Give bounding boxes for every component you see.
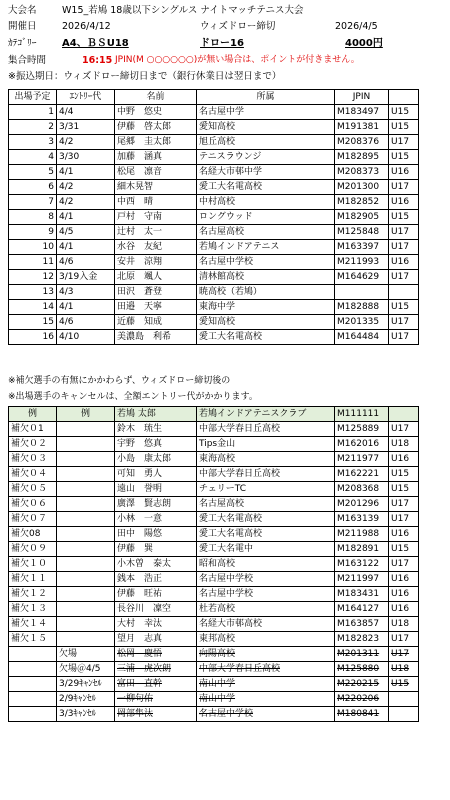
table-cell: 5 — [9, 165, 57, 180]
table-cell: 暁高校（若鳩） — [197, 285, 335, 300]
table-cell — [57, 512, 115, 527]
table-cell: 2 — [9, 120, 57, 135]
table-cell: 補欠１４ — [9, 617, 57, 632]
table-cell: 4/4 — [57, 105, 115, 120]
table-cell: 補欠１３ — [9, 602, 57, 617]
table-cell: 欠場＠4/5 — [57, 662, 115, 677]
table-cell: 愛工大名電高校 — [197, 330, 335, 345]
table-cell: 補欠０２ — [9, 437, 57, 452]
table-row — [9, 315, 419, 330]
table-cell: 三浦 虎次朗 — [115, 662, 197, 677]
table-cell: U15 — [389, 150, 419, 165]
table-cell: 辻村 太一 — [115, 225, 197, 240]
table-cell: 伊藤 啓太郎 — [115, 120, 197, 135]
table-cell: M183497 — [335, 105, 389, 120]
table-cell: U16 — [389, 572, 419, 587]
table-cell: U15 — [389, 482, 419, 497]
table-cell: M182905 — [335, 210, 389, 225]
header-row-transfer — [0, 70, 450, 83]
table-cell: U16 — [389, 255, 419, 270]
table-row — [9, 542, 419, 557]
table-cell: U18 — [389, 662, 419, 677]
table-cell: M164629 — [335, 270, 389, 285]
table-row — [9, 482, 419, 497]
table-row — [9, 497, 419, 512]
table-row — [9, 165, 419, 180]
table-cell: M211993 — [335, 255, 389, 270]
example-cell: 若鳩 太郎 — [115, 407, 197, 422]
table-cell: 愛工大名電高校 — [197, 527, 335, 542]
table-row — [9, 422, 419, 437]
tournament-name: W15_若鳩 18歳以下シングルス ナイトマッチテニス大会 — [62, 5, 304, 16]
table-cell: U17 — [389, 497, 419, 512]
table-cell: 長谷川 凜空 — [115, 602, 197, 617]
table-cell: 南山中学 — [197, 677, 335, 692]
entry-table — [8, 89, 419, 345]
col-header-jpin: JPIN — [335, 90, 389, 105]
table-row — [9, 452, 419, 467]
col-header-name: 名前 — [115, 90, 197, 105]
example-cell: 例 — [57, 407, 115, 422]
table-cell — [57, 497, 115, 512]
table-cell: M125889 — [335, 422, 389, 437]
table-cell: M125848 — [335, 225, 389, 240]
table-cell: 杜若高校 — [197, 602, 335, 617]
table-cell: M208373 — [335, 165, 389, 180]
table-cell: M163139 — [335, 512, 389, 527]
table-cell: 11 — [9, 255, 57, 270]
table-cell: 12 — [9, 270, 57, 285]
table-cell: 東邦高校 — [197, 632, 335, 647]
table-cell: 旭丘高校 — [197, 135, 335, 150]
table-cell: 3/31 — [57, 120, 115, 135]
table-cell: U17 — [389, 225, 419, 240]
table-cell: 中村高校 — [197, 195, 335, 210]
table-cell: U15 — [389, 677, 419, 692]
table-cell: U16 — [389, 452, 419, 467]
entry-fee: 4000円 — [345, 38, 383, 49]
substitute-table — [8, 406, 419, 722]
table-cell: 望月 志真 — [115, 632, 197, 647]
category-label: ｶﾃｺﾞﾘｰ — [8, 38, 37, 49]
table-cell: 加藤 涵真 — [115, 150, 197, 165]
table-cell: 可知 勇人 — [115, 467, 197, 482]
table-cell: 美濃島 利希 — [115, 330, 197, 345]
table-row — [9, 632, 419, 647]
table-cell: M183431 — [335, 587, 389, 602]
table-cell: 伊藤 旺祐 — [115, 587, 197, 602]
table-cell: 中部大学春日丘高校 — [197, 422, 335, 437]
table-cell: テニスラウンジ — [197, 150, 335, 165]
table-cell: U15 — [389, 105, 419, 120]
table-cell — [9, 692, 57, 707]
table-cell — [57, 482, 115, 497]
note-cancel: ※出場選手のキャンセルは、全額エントリー代がかかります。 — [8, 392, 258, 402]
table-row — [9, 150, 419, 165]
table-cell: 補欠１５ — [9, 632, 57, 647]
table-cell: 4/6 — [57, 255, 115, 270]
table-cell: U16 — [389, 527, 419, 542]
table-cell: 補欠08 — [9, 527, 57, 542]
example-cell: 若鳩インドアテニスクラブ — [197, 407, 335, 422]
table-cell: M180841 — [335, 707, 389, 722]
table-cell: 欠場 — [57, 647, 115, 662]
header-row-meeting — [0, 54, 450, 67]
table-cell: 補欠０４ — [9, 467, 57, 482]
table-cell: 3 — [9, 135, 57, 150]
table-row — [9, 105, 419, 120]
table-cell: 中野 悠史 — [115, 105, 197, 120]
col-header-fee: ｴﾝﾄﾘｰ代 — [57, 90, 115, 105]
table-cell: M220215 — [335, 677, 389, 692]
table-cell: M201335 — [335, 315, 389, 330]
table-cell: 安井 涼翔 — [115, 255, 197, 270]
table-cell: 名古屋中学校 — [197, 587, 335, 602]
table-cell: U15 — [389, 210, 419, 225]
meeting-label: 集合時間 — [8, 55, 47, 66]
table-cell — [335, 285, 389, 300]
table-cell — [57, 452, 115, 467]
table-cell: 補欠０６ — [9, 497, 57, 512]
table-cell: 伊藤 巽 — [115, 542, 197, 557]
table-cell: 戸村 守南 — [115, 210, 197, 225]
table-cell: 4/1 — [57, 165, 115, 180]
table-cell — [389, 707, 419, 722]
table-cell: 7 — [9, 195, 57, 210]
table-cell: 宇野 悠真 — [115, 437, 197, 452]
table-cell: 4/6 — [57, 315, 115, 330]
table-cell: 若鳩インドアテニス — [197, 240, 335, 255]
table-cell — [57, 572, 115, 587]
table-cell: 田邉 天寧 — [115, 300, 197, 315]
col-header-slot: 出場予定 — [9, 90, 57, 105]
table-cell: Tips金山 — [197, 437, 335, 452]
table-cell: M164484 — [335, 330, 389, 345]
table-cell: U17 — [389, 422, 419, 437]
example-cell: M111111 — [335, 407, 389, 422]
table-cell — [57, 617, 115, 632]
table-cell — [57, 467, 115, 482]
table-cell — [9, 677, 57, 692]
table-cell: 名経大市邨高校 — [197, 617, 335, 632]
table-cell — [9, 662, 57, 677]
table-cell: U16 — [389, 602, 419, 617]
table-cell: 富田 直幹 — [115, 677, 197, 692]
table-cell: M211977 — [335, 452, 389, 467]
table-cell — [57, 527, 115, 542]
table-cell: M211997 — [335, 572, 389, 587]
table-cell: U17 — [389, 512, 419, 527]
table-cell: 名古屋高校 — [197, 225, 335, 240]
table-cell: M191381 — [335, 120, 389, 135]
table-row — [9, 617, 419, 632]
table-cell: 岡部隼汰 — [115, 707, 197, 722]
table-cell: M201296 — [335, 497, 389, 512]
table-cell: 遠山 誉明 — [115, 482, 197, 497]
table-cell: 8 — [9, 210, 57, 225]
table-cell: 廣澤 賢志朗 — [115, 497, 197, 512]
table-row — [9, 180, 419, 195]
table-cell: M220206 — [335, 692, 389, 707]
table-cell: 補欠０９ — [9, 542, 57, 557]
table-cell: ロングウッド — [197, 210, 335, 225]
table-cell: 4/1 — [57, 300, 115, 315]
table-row — [9, 135, 419, 150]
table-cell: U17 — [389, 632, 419, 647]
table-cell: U15 — [389, 467, 419, 482]
example-cell: 例 — [9, 407, 57, 422]
table-row — [9, 647, 419, 662]
meeting-time: 16:15 — [82, 55, 113, 66]
table-row — [9, 120, 419, 135]
table-cell: 補欠０1 — [9, 422, 57, 437]
table-cell: 3/3ｷｬﾝｾﾙ — [57, 707, 115, 722]
draw-deadline-label: ウィズドロー締切 — [200, 21, 276, 32]
table-cell: 3/30 — [57, 150, 115, 165]
header-row-category — [0, 37, 450, 50]
table-cell: 9 — [9, 225, 57, 240]
col-header-age — [389, 90, 419, 105]
table-row — [9, 707, 419, 722]
table-cell: 4/5 — [57, 225, 115, 240]
table-cell: チェリーTC — [197, 482, 335, 497]
table-cell: 愛工大名電高校 — [197, 512, 335, 527]
table-cell: 水谷 友紀 — [115, 240, 197, 255]
table-cell: M182852 — [335, 195, 389, 210]
header-row-tournament — [0, 4, 450, 17]
table-cell: M163857 — [335, 617, 389, 632]
table-cell — [57, 542, 115, 557]
table-cell — [389, 692, 419, 707]
table-cell: 田中 陽悠 — [115, 527, 197, 542]
table-cell: 田沢 蒼登 — [115, 285, 197, 300]
table-cell: M162016 — [335, 437, 389, 452]
table-cell: 補欠０７ — [9, 512, 57, 527]
table-row — [9, 330, 419, 345]
table-cell: M125880 — [335, 662, 389, 677]
table-cell: U16 — [389, 587, 419, 602]
note-withdraw: ※補欠選手の有無にかかわらず、ウィズドロー締切後の — [8, 376, 231, 386]
table-cell: 昭和高校 — [197, 557, 335, 572]
table-row — [9, 300, 419, 315]
table-cell: 10 — [9, 240, 57, 255]
table-cell: U16 — [389, 165, 419, 180]
table-cell: 愛知高校 — [197, 120, 335, 135]
table-cell: 4/2 — [57, 195, 115, 210]
example-cell — [389, 407, 419, 422]
table-cell: 中西 晴 — [115, 195, 197, 210]
table-cell: U17 — [389, 180, 419, 195]
table-cell: 銭本 浩正 — [115, 572, 197, 587]
table-cell: 補欠１２ — [9, 587, 57, 602]
table-cell: 3/29ｷｬﾝｾﾙ — [57, 677, 115, 692]
table-cell: M162221 — [335, 467, 389, 482]
col-header-affiliation: 所属 — [197, 90, 335, 105]
table-cell: 小林 一意 — [115, 512, 197, 527]
table-cell: M164127 — [335, 602, 389, 617]
table-cell: M182823 — [335, 632, 389, 647]
table-cell: 2/9ｷｬﾝｾﾙ — [57, 692, 115, 707]
table-row — [9, 587, 419, 602]
draw-size: ドロー16 — [200, 38, 244, 49]
table-cell: U15 — [389, 120, 419, 135]
table-cell: 名古屋中学 — [197, 105, 335, 120]
table-cell: 14 — [9, 300, 57, 315]
table-row — [9, 602, 419, 617]
example-row — [9, 407, 419, 422]
table-row — [9, 270, 419, 285]
table-row — [9, 255, 419, 270]
table-cell: 愛工大名電中 — [197, 542, 335, 557]
table-cell: M208376 — [335, 135, 389, 150]
table-cell: 16 — [9, 330, 57, 345]
table-cell: 4/2 — [57, 135, 115, 150]
table-row — [9, 285, 419, 300]
table-cell: 鈴木 琉生 — [115, 422, 197, 437]
table-cell: 清林館高校 — [197, 270, 335, 285]
table-cell: 愛知高校 — [197, 315, 335, 330]
table-cell: 松岡 慶悟 — [115, 647, 197, 662]
table-cell: 1 — [9, 105, 57, 120]
table-cell: M201311 — [335, 647, 389, 662]
table-cell: 15 — [9, 315, 57, 330]
table-cell: 東海高校 — [197, 452, 335, 467]
table-cell: 4/1 — [57, 210, 115, 225]
table-cell: 尾郷 圭太郎 — [115, 135, 197, 150]
table-cell — [9, 707, 57, 722]
table-cell: 向陽高校 — [197, 647, 335, 662]
table-row — [9, 437, 419, 452]
table-cell: 松尾 凛音 — [115, 165, 197, 180]
table-cell: 補欠１０ — [9, 557, 57, 572]
table-row — [9, 240, 419, 255]
table-cell: 東海中学 — [197, 300, 335, 315]
table-cell: 一柳句佑 — [115, 692, 197, 707]
table-cell: U17 — [389, 330, 419, 345]
table-cell: 名古屋高校 — [197, 497, 335, 512]
table-cell: M182891 — [335, 542, 389, 557]
jpin-notice: JPIN(M ○○○○○○)が無い場合は、ポイントが付きません。 — [115, 55, 360, 65]
table-cell: 4 — [9, 150, 57, 165]
table-row — [9, 195, 419, 210]
table-cell: 13 — [9, 285, 57, 300]
table-cell: U17 — [389, 135, 419, 150]
table-row — [9, 467, 419, 482]
table-cell: M182888 — [335, 300, 389, 315]
table-cell: 細木晃智 — [115, 180, 197, 195]
table-cell — [57, 422, 115, 437]
table-cell: M208368 — [335, 482, 389, 497]
table-cell: U18 — [389, 617, 419, 632]
table-cell — [57, 587, 115, 602]
table-cell: 名古屋中学校 — [197, 255, 335, 270]
table-cell: 名経大市邨中学 — [197, 165, 335, 180]
table-cell: 4/2 — [57, 180, 115, 195]
table-cell: U17 — [389, 270, 419, 285]
date-label: 開催日 — [8, 21, 37, 32]
table-row — [9, 527, 419, 542]
table-cell: 補欠０３ — [9, 452, 57, 467]
table-cell: M163122 — [335, 557, 389, 572]
table-cell: U18 — [389, 437, 419, 452]
table-cell: U17 — [389, 315, 419, 330]
table-cell: 中部大学春日丘高校 — [197, 662, 335, 677]
table-cell: 4/3 — [57, 285, 115, 300]
table-row — [9, 210, 419, 225]
table-cell — [57, 437, 115, 452]
table-row — [9, 662, 419, 677]
table-cell: 愛工大名電高校 — [197, 180, 335, 195]
draw-deadline-value: 2026/4/5 — [335, 21, 378, 32]
table-cell: M163397 — [335, 240, 389, 255]
table-cell: M201300 — [335, 180, 389, 195]
table-cell: 小島 康太郎 — [115, 452, 197, 467]
table-cell: 名古屋中学校 — [197, 707, 335, 722]
table-cell: 中部大学春日丘高校 — [197, 467, 335, 482]
table-cell — [389, 285, 419, 300]
table-cell — [57, 557, 115, 572]
table-row — [9, 572, 419, 587]
table-cell: U17 — [389, 557, 419, 572]
table-cell: 大村 幸汰 — [115, 617, 197, 632]
table-row — [9, 692, 419, 707]
table-cell: 4/1 — [57, 240, 115, 255]
category-value: A4、ＢＳU18 — [62, 38, 129, 49]
table-cell — [9, 647, 57, 662]
table-cell: 補欠１１ — [9, 572, 57, 587]
entry-table-header — [9, 90, 419, 105]
table-cell — [57, 602, 115, 617]
table-cell: M211988 — [335, 527, 389, 542]
header-row-date — [0, 20, 450, 33]
date-value: 2026/4/12 — [62, 21, 111, 32]
table-row — [9, 677, 419, 692]
table-cell: 近藤 知成 — [115, 315, 197, 330]
table-cell: 6 — [9, 180, 57, 195]
table-cell — [57, 632, 115, 647]
table-cell: 名古屋中学校 — [197, 572, 335, 587]
table-cell: 4/10 — [57, 330, 115, 345]
transfer-notice: ※振込期日：ウィズドロー締切日まで（銀行休業日は翌日まで） — [8, 71, 282, 82]
table-cell: U17 — [389, 647, 419, 662]
table-row — [9, 557, 419, 572]
table-cell: M182895 — [335, 150, 389, 165]
table-cell: 小木曽 泰太 — [115, 557, 197, 572]
table-cell: 補欠０５ — [9, 482, 57, 497]
table-cell: U15 — [389, 542, 419, 557]
table-row — [9, 512, 419, 527]
table-cell: 南山中学 — [197, 692, 335, 707]
table-cell: 3/19入金 — [57, 270, 115, 285]
table-row — [9, 225, 419, 240]
tournament-label: 大会名 — [8, 5, 37, 16]
table-cell: U16 — [389, 195, 419, 210]
table-cell: 北原 颯人 — [115, 270, 197, 285]
table-cell: U17 — [389, 240, 419, 255]
table-cell: U15 — [389, 300, 419, 315]
